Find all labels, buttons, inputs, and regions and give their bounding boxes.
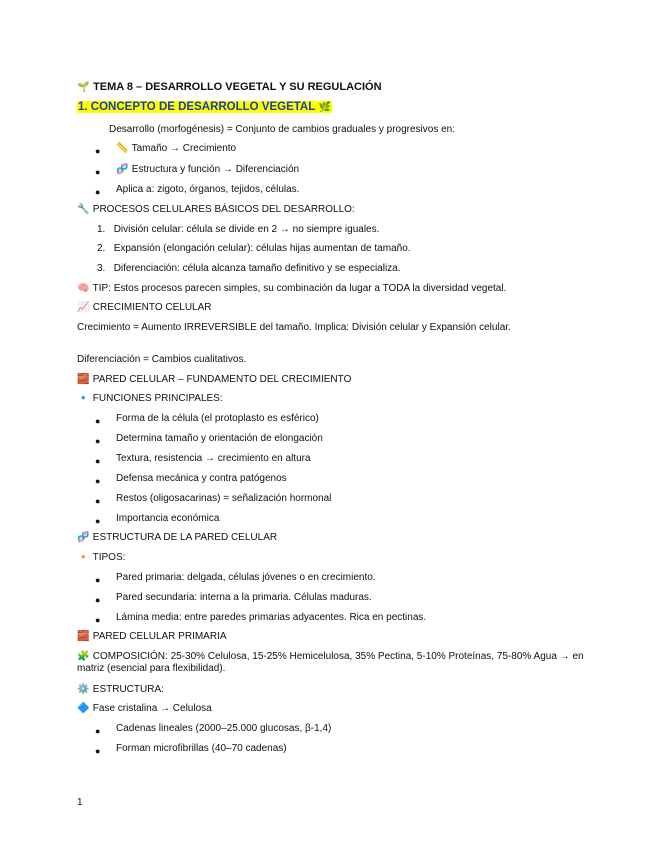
tipo-item: Lámina media: entre paredes primarias adyacentes. Rica en pectinas.	[116, 612, 427, 623]
bullet-icon: ●	[95, 167, 101, 177]
tip-line: 🧠 TIP: Estos procesos parecen simples, su combinación da lugar a TODA la diversidad vegetal.	[77, 283, 507, 294]
estructura2-heading: ⚙️ ESTRUCTURA:	[77, 684, 164, 695]
crecimiento-definition: Crecimiento = Aumento IRREVERSIBLE del tamaño. Implica: División celular y Expansión celular.	[77, 322, 511, 333]
fase-item: Forman microfibrillas (40–70 cadenas)	[116, 743, 287, 754]
large-blue-diamond-icon: 🔷	[77, 703, 90, 714]
bullet-icon: ●	[95, 615, 101, 625]
small-orange-diamond-icon: 🔸	[77, 552, 90, 563]
herb-icon: 🌿	[318, 102, 331, 113]
brick-icon: 🧱	[77, 631, 90, 642]
tipo-item: Pared primaria: delgada, células jóvenes o en crecimiento.	[116, 572, 376, 583]
funcion-item: Restos (oligosacarinas) = señalización hormonal	[116, 493, 332, 504]
bullet-icon: ●	[95, 726, 101, 736]
bullet-icon: ●	[95, 516, 101, 526]
diferenciacion-definition: Diferenciación = Cambios cualitativos.	[77, 354, 247, 365]
gear-icon: ⚙️	[77, 684, 90, 695]
section-1-heading	[77, 101, 332, 114]
tipo-item: Pared secundaria: interna a la primaria. Células maduras.	[116, 592, 372, 603]
intro-item: 🧬 Estructura y función → Diferenciación	[116, 164, 300, 175]
bullet-icon: ●	[95, 496, 101, 506]
funcion-item: Determina tamaño y orientación de elongación	[116, 433, 323, 444]
proceso-item: 2. Expansión (elongación celular): células hijas aumentan de tamaño.	[97, 243, 411, 254]
bullet-icon: ●	[95, 575, 101, 585]
wrench-icon: 🔧	[77, 204, 90, 215]
primaria-heading: 🧱 PARED CELULAR PRIMARIA	[77, 631, 227, 642]
chart-increasing-icon: 📈	[77, 302, 90, 313]
tipos-heading: 🔸 TIPOS:	[77, 552, 126, 563]
intro-item: 📏 Tamaño → Crecimiento	[116, 143, 237, 154]
section-1-text: 1. CONCEPTO DE DESARROLLO VEGETAL	[78, 101, 316, 113]
page-number: 1	[77, 797, 83, 808]
funciones-heading: 🔹 FUNCIONES PRINCIPALES:	[77, 393, 223, 404]
funcion-item: Defensa mecánica y contra patógenos	[116, 473, 287, 484]
fase-cristalina: 🔷 Fase cristalina → Celulosa	[77, 703, 212, 714]
composicion-text: 🧩 COMPOSICIÓN: 25-30% Celulosa, 15-25% Hemicelulosa, 35% Pectina, 5-10% Proteínas, 75-80% Agua → en matriz (esencial para flexibilidad).	[77, 651, 584, 674]
funcion-item: Forma de la célula (el protoplasto es esférico)	[116, 413, 319, 424]
pared-heading: 🧱 PARED CELULAR – FUNDAMENTO DEL CRECIMIENTO	[77, 374, 352, 385]
small-blue-diamond-icon: 🔹	[77, 393, 90, 404]
puzzle-icon: 🧩	[77, 651, 90, 662]
dna-icon: 🧬	[77, 532, 90, 543]
bullet-icon: ●	[95, 456, 101, 466]
bullet-icon: ●	[95, 146, 101, 156]
page-title	[77, 81, 382, 94]
dna-icon: 🧬	[116, 164, 129, 175]
procesos-heading: 🔧 PROCESOS CELULARES BÁSICOS DEL DESARROLLO:	[77, 204, 355, 215]
bullet-icon: ●	[95, 595, 101, 605]
bullet-icon: ●	[95, 436, 101, 446]
funcion-item: Importancia económica	[116, 513, 220, 524]
crecimiento-heading: 📈 CRECIMIENTO CELULAR	[77, 302, 212, 313]
intro-item: Aplica a: zigoto, órganos, tejidos, células.	[116, 184, 300, 195]
title-text: TEMA 8 – DESARROLLO VEGETAL Y SU REGULACIÓN	[93, 81, 382, 93]
fase-item: Cadenas lineales (2000–25.000 glucosas, β-1,4)	[116, 723, 332, 734]
bullet-icon: ●	[95, 187, 101, 197]
seedling-icon: 🌱	[77, 82, 90, 93]
proceso-item: 3. Diferenciación: célula alcanza tamaño definitivo y se especializa.	[97, 263, 401, 274]
bullet-icon: ●	[95, 416, 101, 426]
intro-text: Desarrollo (morfogénesis) = Conjunto de cambios graduales y progresivos en:	[109, 124, 456, 135]
bullet-icon: ●	[95, 476, 101, 486]
bullet-icon: ●	[95, 746, 101, 756]
proceso-item: 1. División celular: célula se divide en 2 → no siempre iguales.	[97, 224, 380, 235]
ruler-icon: 📏	[116, 143, 129, 154]
brick-icon: 🧱	[77, 374, 90, 385]
estructura-heading: 🧬 ESTRUCTURA DE LA PARED CELULAR	[77, 532, 278, 543]
brain-icon: 🧠	[77, 283, 90, 294]
funcion-item: Textura, resistencia → crecimiento en altura	[116, 453, 311, 464]
